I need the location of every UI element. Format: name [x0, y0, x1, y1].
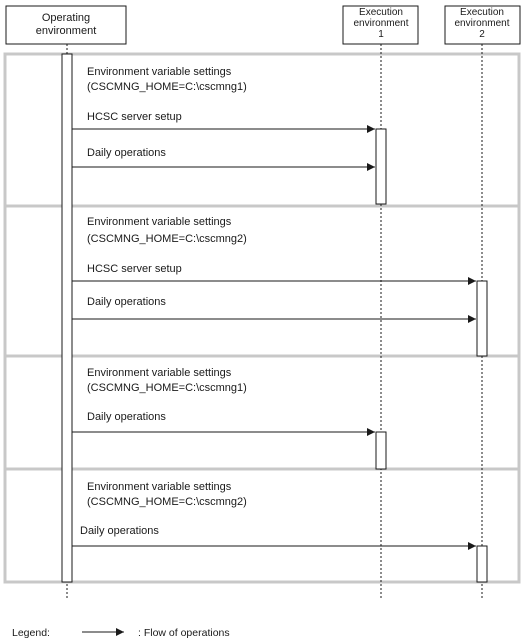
activation-execution-environment-1: [376, 129, 386, 204]
message-label: Daily operations: [87, 147, 166, 159]
section-3: [72, 367, 375, 432]
participant-execution-environment-2: [445, 6, 520, 44]
message-label: HCSC server setup: [87, 111, 182, 123]
activation-execution-environment-2: [477, 546, 487, 582]
participant-label-line: 2: [479, 29, 485, 40]
section-2: [72, 216, 476, 319]
settings-value: (CSCMNG_HOME=C:\cscmng2): [87, 233, 247, 245]
section-band-1: [5, 54, 519, 206]
section-4: [72, 481, 476, 546]
settings-label: Environment variable settings: [87, 66, 232, 78]
section-1: [72, 66, 375, 167]
participant-label-line: Execution: [460, 7, 504, 18]
legend-description: : Flow of operations: [138, 627, 230, 639]
settings-label: Environment variable settings: [87, 481, 232, 493]
activation-execution-environment-1: [376, 432, 386, 469]
message-label: Daily operations: [80, 525, 159, 537]
settings-value: (CSCMNG_HOME=C:\cscmng2): [87, 496, 247, 508]
activation-operating-environment: [62, 54, 72, 582]
legend-label: Legend:: [12, 627, 50, 639]
lifelines: [67, 44, 482, 598]
participant-operating-environment: [6, 6, 126, 44]
participant-label-line: environment: [454, 18, 510, 29]
participant-label-line: environment: [35, 25, 97, 37]
settings-label: Environment variable settings: [87, 216, 232, 228]
message-label: Daily operations: [87, 411, 166, 423]
section-bands: [5, 54, 519, 582]
message-label: Daily operations: [87, 296, 166, 308]
settings-label: Environment variable settings: [87, 367, 232, 379]
section-band-3: [5, 356, 519, 469]
activation-execution-environment-2: [477, 281, 487, 356]
participant-label-line: 1: [378, 29, 384, 40]
participant-label-line: environment: [353, 18, 409, 29]
participant-label-line: Operating: [41, 12, 91, 24]
settings-value: (CSCMNG_HOME=C:\cscmng1): [87, 81, 247, 93]
legend: [12, 627, 230, 639]
participant-execution-environment-1: [343, 6, 418, 44]
settings-value: (CSCMNG_HOME=C:\cscmng1): [87, 382, 247, 394]
participant-label-line: Execution: [359, 7, 403, 18]
message-label: HCSC server setup: [87, 263, 182, 275]
